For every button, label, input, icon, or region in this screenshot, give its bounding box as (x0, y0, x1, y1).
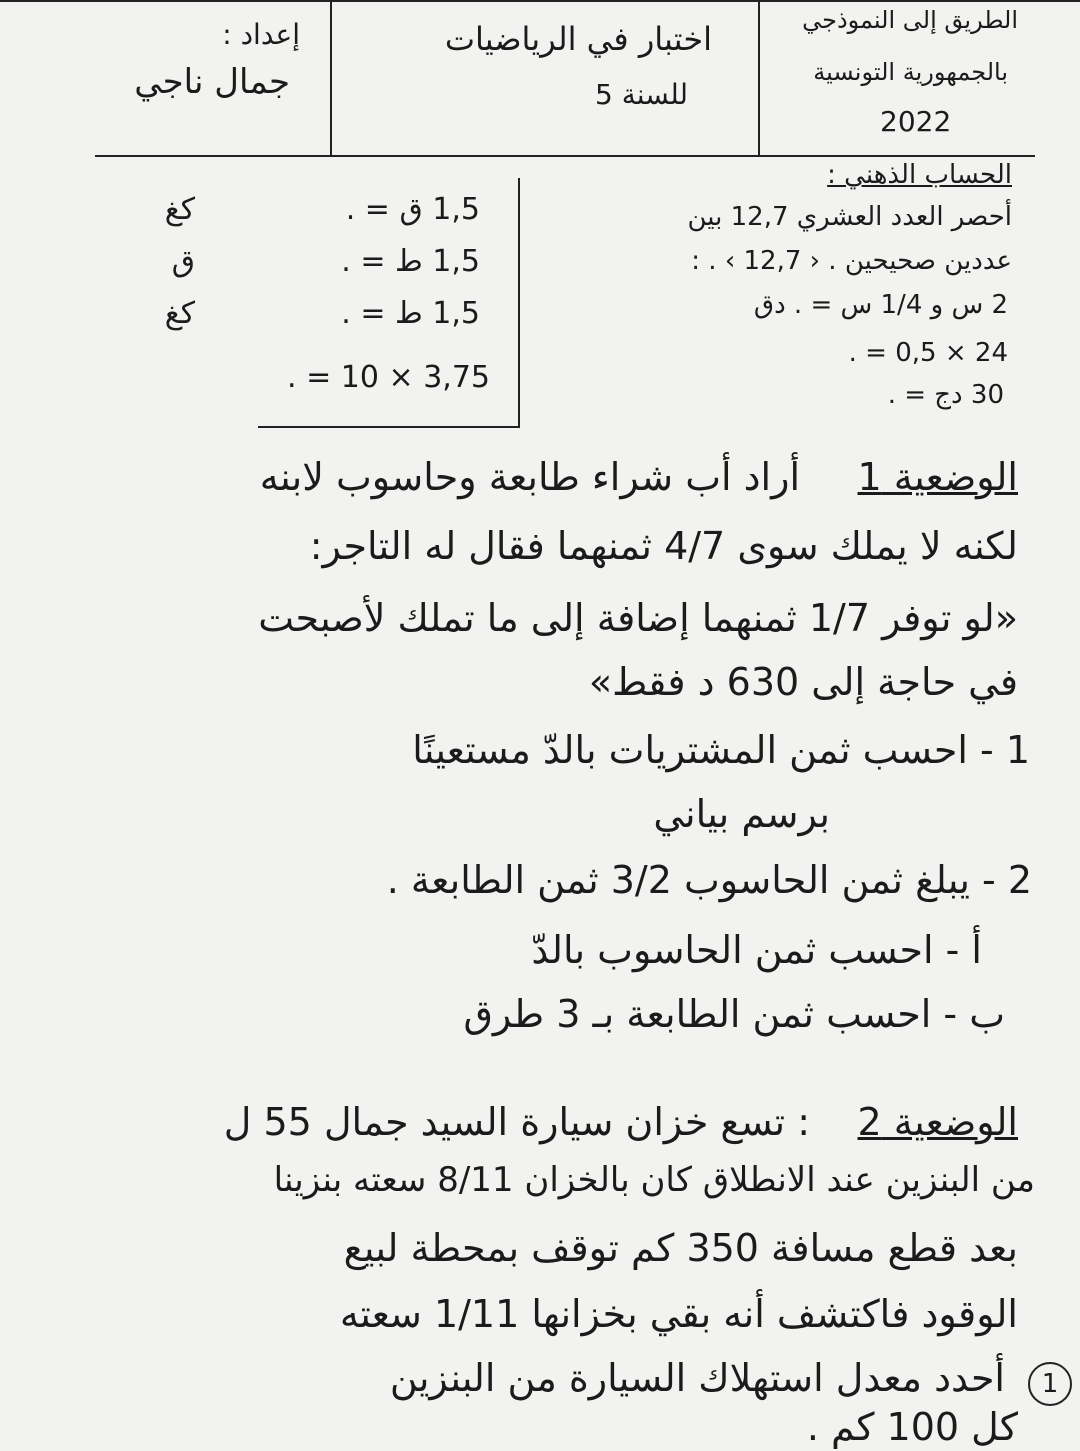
mental-right-line-3: 2 س و 1/4 س = . دق (753, 290, 1008, 320)
situation2-line-4: الوقود فاكتشف أنه بقي بخزانها 1/11 سعته (339, 1292, 1018, 1336)
header-right-line1: الطريق إلى النموذجي (802, 6, 1018, 34)
situation1-question-1-cont: برسم بياني (653, 792, 830, 836)
mental-math-bottom (258, 426, 520, 428)
header-bottom-border (95, 155, 1035, 157)
situation2-question-cont: كل 100 كم . (806, 1405, 1018, 1449)
mental-left-expr-3: 1,5 ط = . (341, 296, 480, 331)
situation2-question-number: 1 (1028, 1362, 1072, 1406)
header-year: 2022 (880, 105, 952, 138)
situation2-line-2: من البنزين عند الانطلاق كان بالخزان 8/11 سعته بنزينا (273, 1160, 1035, 1200)
header-top-border (0, 0, 1080, 2)
situation1-question-2a: أ - احسب ثمن الحاسوب بالدّ (531, 928, 982, 972)
situation1-line-3: «لو توفر 1/7 ثمنهما إضافة إلى ما تملك لأصبحت (258, 596, 1018, 640)
situation1-line-2: لكنه لا يملك سوى 4/7 ثمنهما فقال له التاجر: (309, 524, 1018, 568)
header-grade: للسنة 5 (595, 78, 688, 111)
situation1-question-2: 2 - يبلغ ثمن الحاسوب 3/2 ثمن الطابعة . (386, 858, 1032, 902)
header-divider-left (330, 0, 332, 155)
mental-left-unit-3: كغ (164, 296, 195, 331)
mental-right-line-1: أحصر العدد العشري 12,7 بين (687, 202, 1012, 232)
header-left-label: إعداد : (222, 18, 300, 51)
mental-right-line-2: عددين صحيحين . ‹ 12,7 › . : (691, 246, 1012, 276)
situation1-label: الوضعية 1 (857, 455, 1018, 499)
situation2-line-1: : تسع خزان سيارة السيد جمال 55 ل (223, 1100, 810, 1144)
situation1-line-4: في حاجة إلى 630 د فقط» (588, 660, 1018, 704)
header-author: جمال ناجي (134, 62, 290, 102)
situation1-line-1: أراد أب شراء طابعة وحاسوب لابنه (259, 455, 800, 499)
situation2-label: الوضعية 2 (857, 1100, 1018, 1144)
mental-left-expr-2: 1,5 ط = . (341, 244, 480, 279)
mental-math-divider (518, 178, 520, 426)
header-title: اختبار في الرياضيات (444, 20, 712, 58)
mental-left-expr-1: 1,5 ق = . (345, 192, 480, 227)
situation1-question-1: 1 - احسب ثمن المشتريات بالدّ مستعينًا (412, 728, 1030, 772)
situation2-question: أحدد معدل استهلاك السيارة من البنزين (389, 1356, 1005, 1400)
header-divider-right (758, 0, 760, 155)
mental-math-title: الحساب الذهني : (827, 160, 1012, 190)
mental-left-unit-1: كغ (164, 192, 195, 227)
situation2-line-3: بعد قطع مسافة 350 كم توقف بمحطة لبيع (343, 1226, 1018, 1270)
situation1-question-2b: ب - احسب ثمن الطابعة بـ 3 طرق (463, 992, 1005, 1036)
header-right-line2: بالجمهورية التونسية (813, 58, 1008, 86)
mental-left-expr-4: 3,75 × 10 = . (287, 360, 490, 395)
mental-left-unit-2: ق (171, 244, 195, 279)
mental-right-line-4: 24 × 0,5 = . (848, 338, 1008, 368)
mental-right-line-5: 30 دج = . (887, 380, 1004, 410)
